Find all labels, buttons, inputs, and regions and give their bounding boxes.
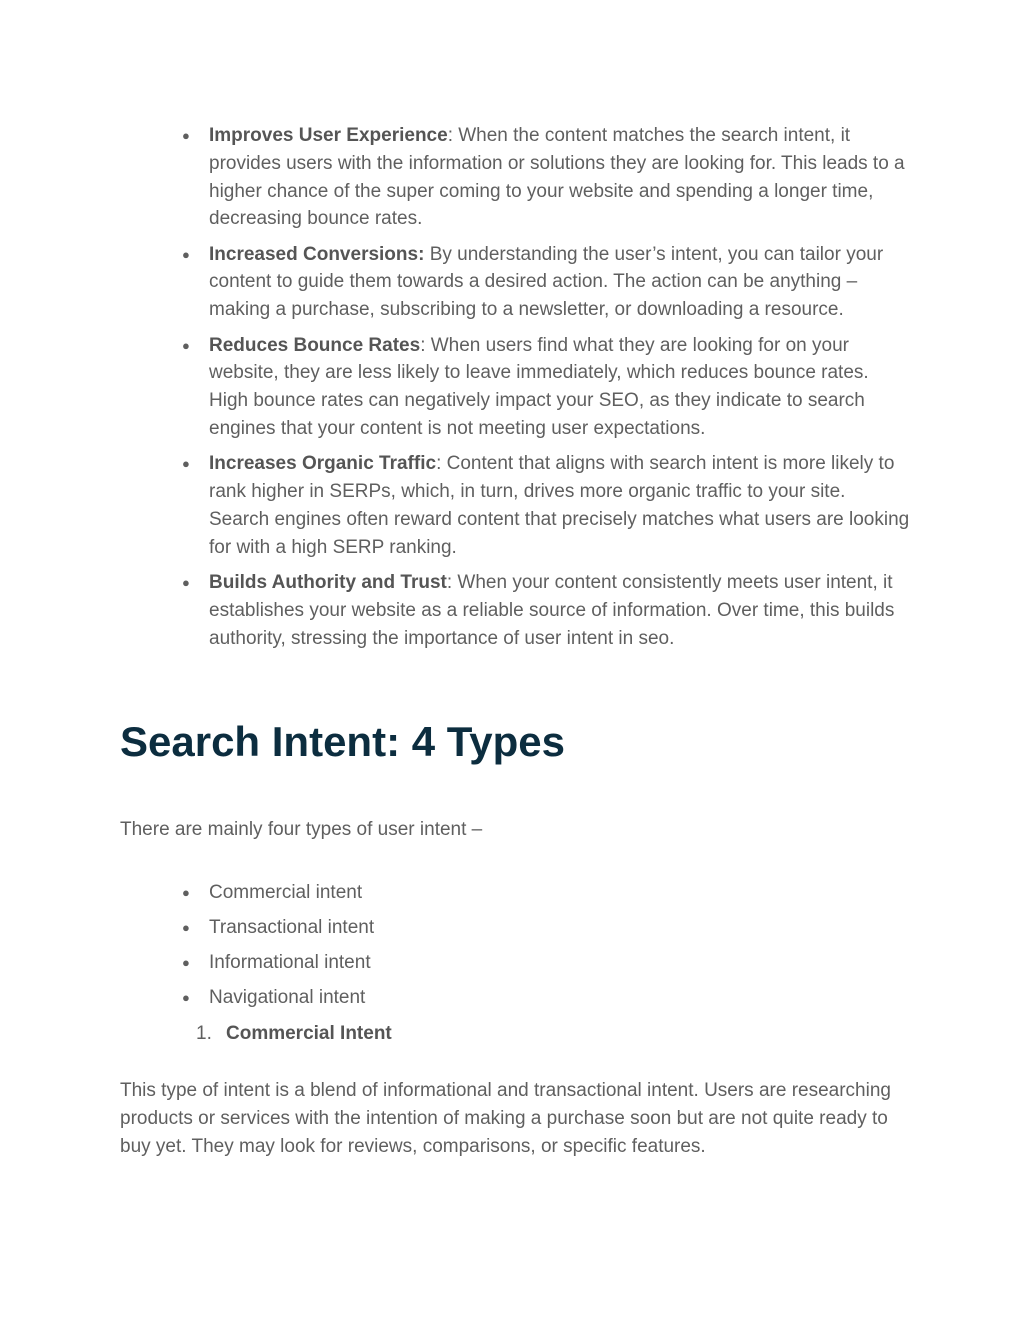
section-heading: Search Intent: 4 Types (120, 718, 566, 765)
bullet-icon: ● (182, 456, 190, 472)
benefit-body: : Content that aligns with search intent is more likely to rank higher in SERPs, which, in turn, drives more organic traffic to your site. Search engines often reward content that precisely matches what users are looking for with a high SERP ranking. (209, 453, 910, 558)
list-number: 1. (196, 1023, 212, 1044)
benefit-body: : When the content matches the search intent, it provides users with the information or solutions they are looking for. This leads to a higher chance of the super coming to your website and spending a longer time, decreasing bounce rates. (209, 125, 905, 230)
benefit-body: By understanding the user’s intent, you can tailor your content to guide them towards a desired action. The action can be anything – making a purchase, subscribing to a newsletter, or downloading a resource. (209, 243, 884, 321)
benefit-title: Increases Organic Traffic (209, 453, 437, 475)
benefit-title: Reduces Bounce Rates (209, 334, 421, 356)
benefit-title: Improves User Experience (209, 125, 448, 146)
bullet-icon: ● (182, 990, 190, 1006)
list-item (120, 241, 910, 324)
benefit-title: Builds Authority and Trust (209, 571, 447, 593)
intro-text: There are mainly four types of user intent – (120, 819, 483, 840)
intent-type-label: Commercial intent (209, 882, 363, 903)
bullet-icon: ● (182, 128, 190, 143)
benefit-title: Increased Conversions: (209, 243, 425, 265)
benefits-list (120, 122, 910, 660)
intent-type-label: Navigational intent (209, 987, 366, 1009)
list-item (120, 879, 910, 907)
intent-type-label: Transactional intent (209, 917, 375, 939)
bullet-icon: ● (182, 574, 190, 590)
intent-type-label: Informational intent (209, 952, 371, 974)
list-item (120, 450, 910, 561)
list-item (120, 332, 910, 443)
list-item (120, 949, 910, 977)
list-item (120, 984, 910, 1012)
bullet-icon: ● (182, 337, 190, 353)
benefit-body: : When users find what they are looking for on your website, they are less likely to leave immediately, which reduces bounce rates. High bounce rates can negatively impact your SEO, as they indicate to search engines that your content is not meeting user expectations. (209, 334, 869, 439)
bullet-icon: ● (182, 955, 190, 971)
list-item (120, 914, 910, 942)
bullet-icon: ● (182, 246, 190, 262)
list-item (120, 122, 910, 233)
bullet-icon: ● (182, 920, 190, 936)
intent-types-list (120, 879, 910, 1019)
benefit-body: : When your content consistently meets user intent, it establishes your website as a reliable source of information. Over time, this builds authority, stressing the importance of user intent in seo. (209, 571, 895, 649)
body-paragraph: This type of intent is a blend of informational and transactional intent. Users are researching products or services with the intention of making a purchase soon but are not quite ready to buy yet. They may look for reviews, comparisons, or specific features. (120, 1080, 891, 1157)
list-item (120, 569, 910, 652)
subheading-label: Commercial Intent (226, 1023, 392, 1044)
bullet-icon: ● (182, 885, 190, 900)
numbered-subheading (196, 1020, 392, 1048)
